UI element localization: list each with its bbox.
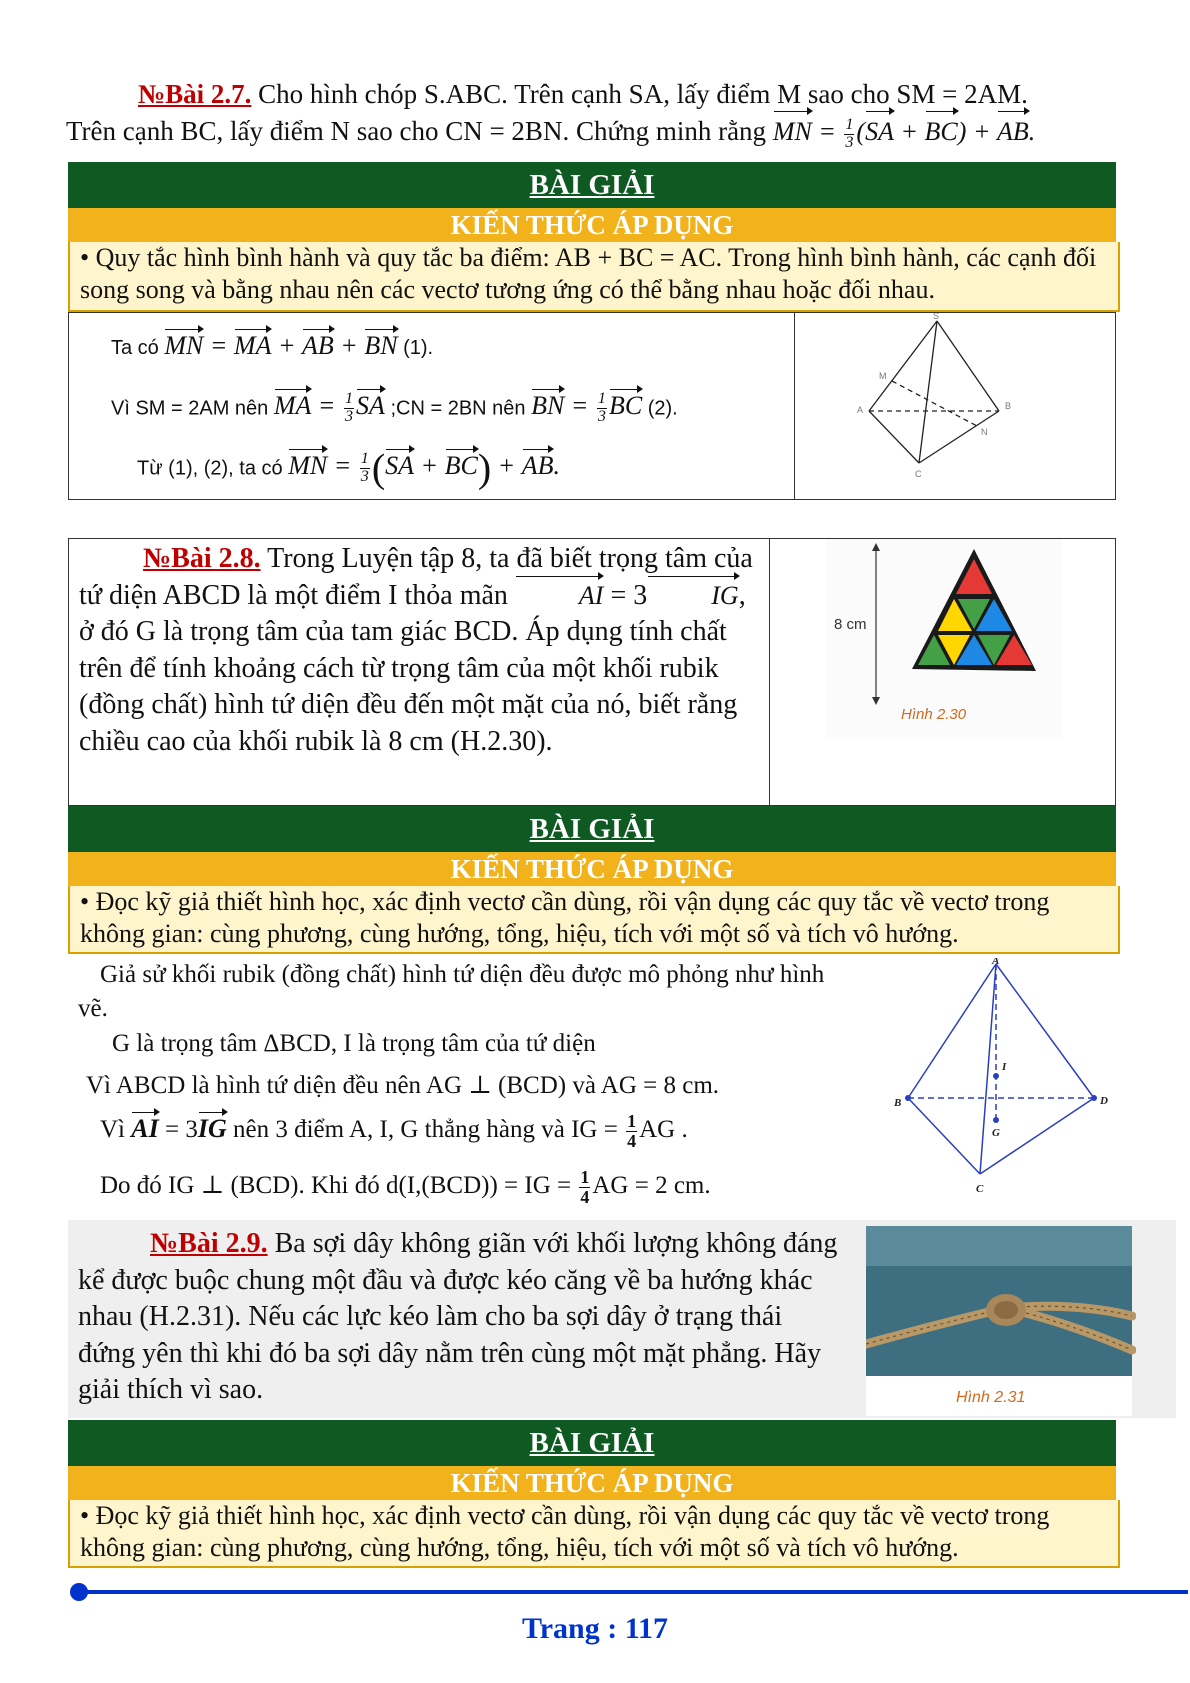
fraction-one-third [344,391,354,426]
vector-sa: SA [865,113,894,150]
eq-sign: = [311,391,342,421]
vector-mn: MN [164,331,204,360]
sol-text: Do đó IG ⊥ (BCD). Khi đó d(I,(BCD)) = IG = [100,1172,578,1200]
solution-line [100,1168,711,1207]
paren: ) [957,117,967,146]
sol-text: (2). [642,397,678,420]
sol-text: Từ (1), (2), ta có [137,457,289,480]
problem-2-9-label: №Bài 2.9. [150,1228,268,1259]
frac-den: 3 [360,468,369,485]
vector-bn: BN [364,331,398,360]
tetrahedron-abcd-figure [880,958,1130,1198]
knowledge-box: • Đọc kỹ giả thiết hình học, xác định vectơ cần dùng, rồi vận dụng các quy tắc về vectơ trong không gian: cùng phương, cùng hướng, tổng, hiệu, tích với một số và tích vô hướng. [68,886,1120,954]
frac-den: 4 [580,1186,590,1207]
height-label: 8 cm [834,616,867,633]
vector-ai: AI [515,578,604,615]
solution-header [68,1420,1116,1466]
label-s: S [933,313,940,321]
plus-sign: + [333,331,365,360]
sol-text: nên 3 điểm A, I, G thẳng hàng và IG = [226,1116,625,1144]
solution-header [68,806,1116,852]
problem-2-9-box [68,1220,1176,1418]
label-d: D [1100,1095,1108,1107]
frac-den: 4 [627,1130,637,1151]
rubik-pyramid-image [826,539,1062,739]
big-paren: ) [477,446,492,491]
problem-2-8-statement [79,541,759,760]
vector-ig: IG [197,1114,227,1144]
vector-mn: MN [773,113,812,150]
fraction-one-fourth [579,1168,590,1207]
problem-2-8-text: = 3 [603,579,648,611]
frac-num: 1 [845,115,854,133]
vector-ma: MA [233,331,272,360]
sol-text: Vì [100,1116,132,1144]
knowledge-header [68,208,1116,242]
eq-sign: = [811,117,843,146]
plus-sign: + [893,117,925,146]
problem-2-9-text: Ba sợi dây không giãn với khối lượng không đáng kể được buộc chung một đầu và được kéo căng về ba hướng khác nhau (H.2.31). Nếu các lực kéo làm cho ba sợi dây ở trạng thái đứng yên thì khi đó ba sợi dây nằm trên cùng một mặt phẳng. Hãy giải thích vì sao. [78,1228,838,1405]
solution-table [68,312,1116,500]
fraction-one-third [844,117,854,152]
frac-num: 1 [597,390,606,407]
sol-text: Ta có [111,337,165,359]
frac-num: 1 [580,1167,590,1187]
vector-bc: BC [608,391,643,421]
footer-rule-dot [70,1583,88,1601]
solution-line-2 [111,391,678,426]
problem-2-7-line1: Cho hình chóp S.ABC. Trên cạnh SA, lấy điểm M sao cho SM = 2AM. [251,79,1028,109]
vector-bc: BC [444,451,478,481]
plus-sign: + [271,331,302,360]
problem-2-8-text: , ở đó G là trọng tâm của tam giác BCD. Áp dụng tính chất trên để tính khoảng cách từ trọng tâm của một khối rubik (đồng chất) hình tứ diện đều đến một mặt của nó, biết rằng chiều cao của khối rubik là 8 cm (H.2.30). [79,579,746,757]
table-divider [794,313,795,499]
fraction-one-fourth [626,1112,637,1151]
vector-ab: AB [521,451,554,481]
knowledge-header-text: KIẾN THỨC ÁP DỤNG [450,1468,734,1498]
solution-line: Giả sử khối rubik (đồng chất) hình tứ diện đều được mô phỏng như hình vẽ. [78,961,825,1022]
knowledge-box: • Đọc kỹ giả thiết hình học, xác định vectơ cần dùng, rồi vận dụng các quy tắc về vectơ trong không gian: cùng phương, cùng hướng, tổng, hiệu, tích với một số và tích vô hướng. [68,1500,1120,1568]
solution-line-1 [111,331,433,361]
vector-ma: MA [273,391,312,421]
sol-text: = 3 [158,1116,198,1144]
frac-den: 3 [597,407,606,425]
fraction-one-third [597,391,607,426]
knowledge-box: • Quy tắc hình bình hành và quy tắc ba điểm: AB + BC = AC. Trong hình bình hành, các cạnh đối song song và bằng nhau nên các vectơ tương ứng có thể bằng nhau hoặc đối nhau. [68,242,1120,312]
vector-ab: AB [997,113,1029,150]
sol-text: AG . [639,1116,688,1144]
vector-bc: BC [925,113,958,150]
label-c: C [915,469,922,479]
vector-ai: AI [131,1114,159,1144]
frac-num: 1 [627,1111,637,1131]
frac-den: 3 [344,407,354,425]
paren: ( [856,117,866,146]
vector-ig: IG [647,578,738,615]
vector-bn: BN [531,391,565,421]
knowledge-header [68,852,1116,886]
frac-den: 3 [845,133,854,151]
vector-mn: MN [288,451,328,481]
frac-num: 1 [360,450,369,468]
label-b: B [894,1097,902,1109]
sol-text: ;CN = 2BN nên [384,397,532,420]
label-i: I [1002,1061,1007,1073]
vector-sa: SA [356,391,385,421]
sol-text: (1). [397,337,434,359]
problem-2-8-label: №Bài 2.8. [143,543,261,574]
figure-caption: Hình 2.31 [956,1389,1026,1406]
sol-text: AG = 2 cm. [592,1172,711,1200]
label-b: B [1005,401,1012,411]
knowledge-header-text: KIẾN THỨC ÁP DỤNG [450,210,734,240]
solution-line: Vì ABCD là hình tứ diện đều nên AG ⊥ (BCD) và AG = 8 cm. [86,1072,720,1099]
solution-2-8 [78,958,838,1026]
label-n: N [981,427,988,437]
label-g: G [992,1127,1000,1139]
label-a: A [992,958,1000,967]
figure-caption: Hình 2.30 [901,706,967,723]
solution-line: G là trọng tâm ΔBCD, I là trọng tâm của tứ diện [112,1030,596,1057]
solution-header-text: BÀI GIẢI [529,1427,655,1459]
pyramid-sabc-figure [829,313,1049,493]
eq-sign: = [564,391,595,421]
plus-sign: + [966,117,997,146]
knowledge-header-text: KIẾN THỨC ÁP DỤNG [450,854,734,884]
big-paren: ( [371,446,386,491]
problem-2-7-statement: №Bài 2.7. Cho hình chóp S.ABC. Trên cạnh SA, lấy điểm M sao cho SM = 2AM. Trên cạnh BC, lấy điểm N sao cho CN = 2BN. Chứng minh rằng MN = $\frac{1}{3}$ (SA + BC) + AB. [66,79,1036,151]
problem-2-8-text: Trong Luyện tập 8, ta đã biết trọng tâm của tứ diện ABCD là một điểm I thỏa mãn [79,543,753,611]
solution-header [68,162,1116,208]
problem-2-8-box [68,538,1116,806]
solution-header-text: BÀI GIẢI [529,169,655,201]
rope-knot-figure [866,1226,1136,1416]
plus-sign: + [491,451,522,481]
solution-line [100,1112,688,1151]
eq-sign: = [203,331,234,360]
problem-2-7-line2: Trên cạnh BC, lấy điểm N sao cho CN = 2BN. Chứng minh rằng [66,116,773,146]
knowledge-header [68,1466,1116,1500]
plus-sign: + [414,451,445,481]
vector-ab: AB [302,331,334,360]
vector-sa: SA [385,451,415,481]
label-m: M [879,371,887,381]
frac-num: 1 [344,390,354,407]
sol-text: Vì SM = 2AM nên [111,397,274,420]
problem-2-7-label: №Bài 2.7. [138,79,252,109]
solution-line-3: Từ (1), (2), ta có MN = $\frac{1}{3}$ (SA + BC) + AB. [137,446,560,491]
eq-sign: = [327,451,358,481]
rubik-figure [826,539,1062,739]
page-number: Trang : 117 [521,1612,669,1645]
label-a: A [857,405,864,415]
fraction-one-third [360,451,370,486]
problem-2-9-statement [78,1226,838,1409]
footer-rule [78,1590,1188,1594]
table-divider [769,539,770,805]
label-c: C [976,1183,984,1195]
solution-header-text: BÀI GIẢI [529,813,655,845]
